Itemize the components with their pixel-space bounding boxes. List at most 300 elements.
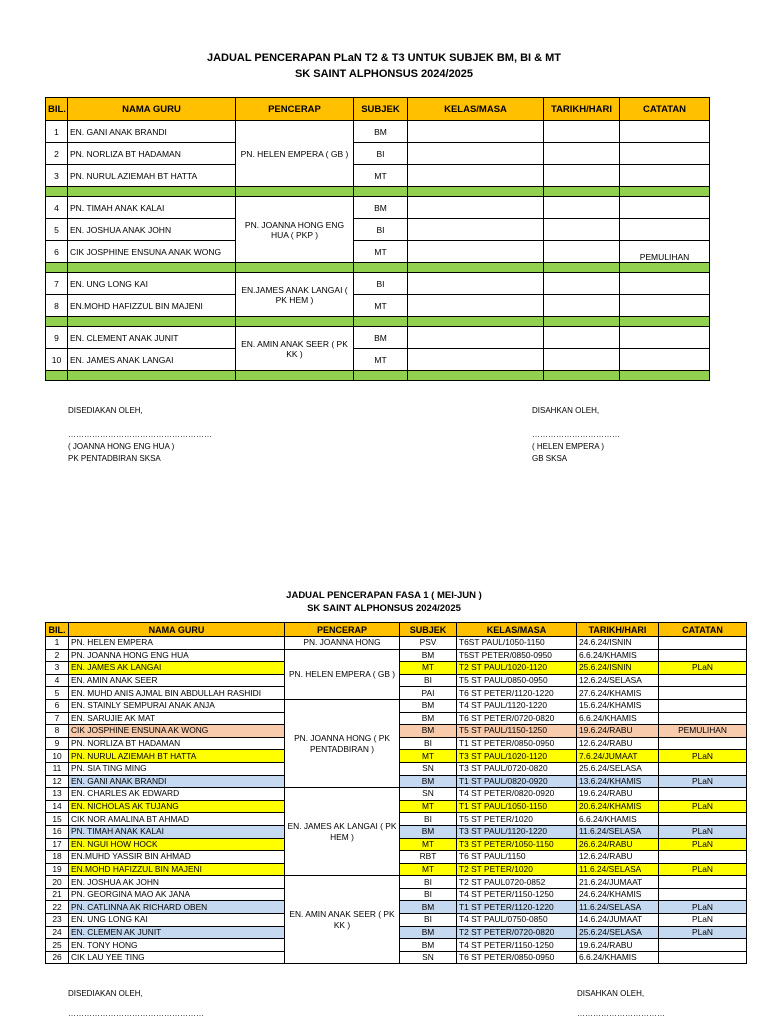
signature-line: ……………………………	[577, 1009, 665, 1018]
row-number: 8	[46, 295, 68, 317]
prepared-by-label: DISEDIAKAN OLEH,	[68, 406, 143, 415]
date-day: 11.6.24/SELASA	[577, 825, 659, 838]
subject: SN	[400, 762, 457, 775]
table-row	[46, 165, 710, 187]
date-day: 25.6.24/ISNIN	[577, 662, 659, 675]
note	[659, 888, 747, 901]
subject: MT	[354, 241, 408, 263]
column-header: PENCERAP	[285, 623, 400, 637]
date-day: 27.6.24/KHAMIS	[577, 687, 659, 700]
row-number: 2	[46, 143, 68, 165]
teacher-name: EN.MOHD HAFIZZUL BIN MAJENI	[69, 863, 285, 876]
observer-name: EN. AMIN ANAK SEER ( PK KK )	[285, 876, 400, 964]
teacher-name: EN. NICHOLAS AK TUJANG	[69, 800, 285, 813]
teacher-name: EN.MOHD HAFIZZUL BIN MAJENI	[68, 295, 236, 317]
note	[620, 143, 710, 165]
note	[659, 876, 747, 889]
note	[620, 273, 710, 295]
table-row	[46, 121, 710, 143]
date-day: 7.6.24/JUMAAT	[577, 750, 659, 763]
doc1-title: JADUAL PENCERAPAN PLaN T2 & T3 UNTUK SUBJEK BM, BI & MT	[206, 52, 562, 64]
separator-cell	[408, 187, 544, 197]
note	[620, 121, 710, 143]
class-time	[408, 143, 544, 165]
subject: BM	[400, 725, 457, 738]
date-day: 24.6.24/ISNIN	[577, 637, 659, 650]
teacher-name: EN. GANI ANAK BRANDI	[69, 775, 285, 788]
doc1-sign-left	[68, 405, 212, 465]
class-time: T6 ST PETER/0720-0820	[457, 712, 577, 725]
signature-line: ……………………………	[532, 430, 620, 439]
subject: BM	[400, 825, 457, 838]
separator-cell	[68, 187, 236, 197]
table-row	[46, 219, 710, 241]
column-header: TARIKH/HARI	[577, 623, 659, 637]
subject: BI	[400, 813, 457, 826]
subject: SN	[400, 788, 457, 801]
subject: MT	[354, 165, 408, 187]
separator-cell	[236, 263, 354, 273]
separator-cell	[68, 263, 236, 273]
class-time: T1 ST PETER/0850-0950	[457, 737, 577, 750]
class-time	[408, 121, 544, 143]
teacher-name: CIK NOR AMALINA BT AHMAD	[69, 813, 285, 826]
class-time: T4 ST PETER/1150-1250	[457, 888, 577, 901]
date-day	[544, 121, 620, 143]
note	[620, 349, 710, 371]
row-number: 22	[46, 901, 69, 914]
note	[620, 197, 710, 219]
class-time: T2 ST PAUL0720-0852	[457, 876, 577, 889]
note	[620, 219, 710, 241]
class-time: T5ST PETER/0850-0950	[457, 649, 577, 662]
note	[659, 687, 747, 700]
class-time: T4 ST PETER/1150-1250	[457, 939, 577, 952]
separator-cell	[354, 263, 408, 273]
subject: MT	[400, 800, 457, 813]
separator-cell	[46, 187, 68, 197]
note	[659, 939, 747, 952]
row-number: 26	[46, 951, 69, 964]
subject: BI	[400, 674, 457, 687]
observer-name: EN. JAMES AK LANGAI ( PK HEM )	[285, 788, 400, 876]
date-day: 12.6.24/SELASA	[577, 674, 659, 687]
note: PLaN	[659, 800, 747, 813]
table-row	[46, 241, 710, 263]
subject: BM	[400, 699, 457, 712]
note	[659, 951, 747, 964]
class-time	[408, 197, 544, 219]
row-number: 2	[46, 649, 69, 662]
row-number: 6	[46, 699, 69, 712]
teacher-name: EN. GANI ANAK BRANDI	[68, 121, 236, 143]
teacher-name: EN. SARUJIE AK MAT	[69, 712, 285, 725]
approved-by-label: DISAHKAN OLEH,	[577, 989, 645, 998]
teacher-name: EN. TONY HONG	[69, 939, 285, 952]
class-time: T2 ST PAUL/1020-1120	[457, 662, 577, 675]
separator-cell	[544, 371, 620, 381]
date-day: 12.6.24/RABU	[577, 737, 659, 750]
separator-cell	[46, 317, 68, 327]
prepared-by-label: DISEDIAKAN OLEH,	[68, 989, 143, 998]
teacher-name: PN. TIMAH ANAK KALAI	[69, 825, 285, 838]
column-header: SUBJEK	[400, 623, 457, 637]
class-time: T6 ST PAUL/1150	[457, 851, 577, 864]
row-number: 11	[46, 762, 69, 775]
doc2-sign-left	[68, 988, 204, 1020]
date-day: 19.6.24/RABU	[577, 725, 659, 738]
row-number: 9	[46, 327, 68, 349]
row-number: 6	[46, 241, 68, 263]
date-day: 24.6.24/KHAMIS	[577, 888, 659, 901]
note: PLaN	[659, 775, 747, 788]
class-time: T5 ST PAUL/0850-0950	[457, 674, 577, 687]
separator-cell	[46, 371, 68, 381]
table-row	[46, 699, 747, 712]
separator-cell	[620, 371, 710, 381]
subject: MT	[400, 838, 457, 851]
subject: MT	[400, 662, 457, 675]
row-number: 23	[46, 914, 69, 927]
row-number: 7	[46, 712, 69, 725]
signature-line: ………………………………………………	[68, 430, 212, 439]
class-time: T5 ST PAUL/1150-1250	[457, 725, 577, 738]
teacher-name: EN. JAMES AK LANGAI	[69, 662, 285, 675]
subject: BI	[400, 914, 457, 927]
date-day: 6.6.24/KHAMIS	[577, 649, 659, 662]
note: PEMULIHAN	[659, 725, 747, 738]
row-number: 1	[46, 121, 68, 143]
separator-cell	[408, 263, 544, 273]
class-time: T6 ST PETER/1120-1220	[457, 687, 577, 700]
date-day: 15.6.24/KHAMIS	[577, 699, 659, 712]
class-time: T6ST PAUL/1050-1150	[457, 637, 577, 650]
note	[659, 674, 747, 687]
teacher-name: PN. NORLIZA BT HADAMAN	[69, 737, 285, 750]
row-number: 16	[46, 825, 69, 838]
signatory-role: PK PENTADBIRAN SKSA	[68, 454, 161, 463]
date-day	[544, 349, 620, 371]
note: PLaN	[659, 662, 747, 675]
column-header: SUBJEK	[354, 98, 408, 121]
row-number: 19	[46, 863, 69, 876]
note: PLaN	[659, 901, 747, 914]
note	[659, 649, 747, 662]
date-day	[544, 197, 620, 219]
teacher-name: PN. TIMAH ANAK KALAI	[68, 197, 236, 219]
row-number: 7	[46, 273, 68, 295]
row-number: 10	[46, 750, 69, 763]
class-time	[408, 165, 544, 187]
subject: BM	[400, 649, 457, 662]
date-day	[544, 295, 620, 317]
class-time: T5 ST PETER/1020	[457, 813, 577, 826]
teacher-name: CIK JOSPHINE ENSUNA AK WONG	[69, 725, 285, 738]
table-row	[46, 295, 710, 317]
date-day	[544, 143, 620, 165]
column-header: KELAS/MASA	[457, 623, 577, 637]
separator-cell	[236, 187, 354, 197]
row-number: 24	[46, 926, 69, 939]
teacher-name: PN. HELEN EMPERA	[69, 637, 285, 650]
subject: BI	[354, 143, 408, 165]
row-number: 10	[46, 349, 68, 371]
separator-cell	[68, 317, 236, 327]
class-time	[408, 219, 544, 241]
date-day	[544, 219, 620, 241]
subject: PSV	[400, 637, 457, 650]
date-day: 11.6.24/SELASA	[577, 901, 659, 914]
subject: BI	[400, 737, 457, 750]
separator-cell	[544, 317, 620, 327]
class-time: T3 ST PAUL/1120-1220	[457, 825, 577, 838]
teacher-name: CIK LAU YEE TING	[69, 951, 285, 964]
row-number: 18	[46, 851, 69, 864]
teacher-name: PN. NURUL AZIEMAH BT HATTA	[69, 750, 285, 763]
note	[659, 637, 747, 650]
teacher-name: EN. CHARLES AK EDWARD	[69, 788, 285, 801]
subject: RBT	[400, 851, 457, 864]
teacher-name: PN. JOANNA HONG ENG HUA	[69, 649, 285, 662]
note	[659, 762, 747, 775]
class-time: T4 ST PAUL/0750-0850	[457, 914, 577, 927]
date-day: 6.6.24/KHAMIS	[577, 951, 659, 964]
column-header: CATATAN	[620, 98, 710, 121]
observer-name: PN. HELEN EMPERA ( GB )	[285, 649, 400, 699]
note: PLaN	[659, 838, 747, 851]
date-day: 11.6.24/SELASA	[577, 863, 659, 876]
column-header: NAMA GURU	[69, 623, 285, 637]
teacher-name: PN. CATLINNA AK RICHARD OBEN	[69, 901, 285, 914]
subject: MT	[354, 295, 408, 317]
date-day: 14.6.24/JUMAAT	[577, 914, 659, 927]
group-separator	[46, 263, 710, 273]
observer-name: EN.JAMES ANAK LANGAI ( PK HEM )	[236, 273, 354, 317]
column-header: BIL.	[46, 98, 68, 121]
separator-cell	[236, 371, 354, 381]
class-time: T6 ST PETER/0850-0950	[457, 951, 577, 964]
class-time: T1 ST PAUL/0820-0920	[457, 775, 577, 788]
observer-name: PN. JOANNA HONG	[285, 637, 400, 650]
separator-cell	[354, 187, 408, 197]
subject: BM	[400, 901, 457, 914]
table-row	[46, 637, 747, 650]
observer-name: PN. HELEN EMPERA ( GB )	[236, 121, 354, 187]
date-day	[544, 241, 620, 263]
separator-cell	[620, 187, 710, 197]
row-number: 8	[46, 725, 69, 738]
table-row	[46, 876, 747, 889]
note: PLaN	[659, 914, 747, 927]
observer-name: PN. JOANNA HONG ENG HUA ( PKP )	[236, 197, 354, 263]
doc1-subtitle: SK SAINT ALPHONSUS 2024/2025	[294, 68, 474, 80]
separator-cell	[354, 371, 408, 381]
row-number: 14	[46, 800, 69, 813]
table-row	[46, 788, 747, 801]
class-time	[408, 349, 544, 371]
teacher-name: EN. JOSHUA ANAK JOHN	[68, 219, 236, 241]
doc2-subtitle: SK SAINT ALPHONSUS 2024/2025	[307, 603, 461, 614]
note	[659, 699, 747, 712]
class-time: T3 ST PETER/1050-1150	[457, 838, 577, 851]
table-row	[46, 327, 710, 349]
subject: BI	[354, 219, 408, 241]
row-number: 1	[46, 637, 69, 650]
doc1-sign-right	[532, 405, 620, 465]
table-row	[46, 349, 710, 371]
subject: MT	[400, 750, 457, 763]
column-header: PENCERAP	[236, 98, 354, 121]
teacher-name: PN. SIA TING MING	[69, 762, 285, 775]
teacher-name: EN. JAMES ANAK LANGAI	[68, 349, 236, 371]
subject: BM	[400, 712, 457, 725]
group-separator	[46, 187, 710, 197]
teacher-name: EN.MUHD YASSIR BIN AHMAD	[69, 851, 285, 864]
separator-cell	[236, 317, 354, 327]
class-time: T2 ST PETER/0720-0820	[457, 926, 577, 939]
teacher-name: PN. NORLIZA BT HADAMAN	[68, 143, 236, 165]
row-number: 12	[46, 775, 69, 788]
date-day: 19.6.24/RABU	[577, 788, 659, 801]
column-header: KELAS/MASA	[408, 98, 544, 121]
subject: PAI	[400, 687, 457, 700]
doc2-title: JADUAL PENCERAPAN FASA 1 ( MEI-JUN )	[286, 590, 482, 601]
separator-cell	[46, 263, 68, 273]
row-number: 5	[46, 219, 68, 241]
teacher-name: PN. GEORGINA MAO AK JANA	[69, 888, 285, 901]
class-time: T3 ST PAUL/0720-0820	[457, 762, 577, 775]
class-time	[408, 295, 544, 317]
date-day: 26.6.24/RABU	[577, 838, 659, 851]
date-day: 25.6.24/SELASA	[577, 926, 659, 939]
date-day: 12.6.24/RABU	[577, 851, 659, 864]
date-day: 25.6.24/SELASA	[577, 762, 659, 775]
teacher-name: EN. UNG LONG KAI	[68, 273, 236, 295]
date-day: 19.6.24/RABU	[577, 939, 659, 952]
subject: MT	[400, 863, 457, 876]
separator-cell	[544, 187, 620, 197]
separator-cell	[544, 263, 620, 273]
row-number: 3	[46, 165, 68, 187]
note: PLaN	[659, 750, 747, 763]
teacher-name: EN. MUHD ANIS AJMAL BIN ABDULLAH RASHIDI	[69, 687, 285, 700]
row-number: 4	[46, 197, 68, 219]
date-day	[544, 327, 620, 349]
note	[620, 295, 710, 317]
note	[659, 813, 747, 826]
separator-cell	[68, 371, 236, 381]
signatory-role: GB SKSA	[532, 454, 568, 463]
teacher-name: PN. NURUL AZIEMAH BT HATTA	[68, 165, 236, 187]
date-day	[544, 273, 620, 295]
row-number: 5	[46, 687, 69, 700]
row-number: 4	[46, 674, 69, 687]
row-number: 9	[46, 737, 69, 750]
subject: BM	[400, 775, 457, 788]
subject: BM	[400, 926, 457, 939]
date-day: 6.6.24/KHAMIS	[577, 813, 659, 826]
column-header: TARIKH/HARI	[544, 98, 620, 121]
date-day	[544, 165, 620, 187]
subject: MT	[354, 349, 408, 371]
column-header: NAMA GURU	[68, 98, 236, 121]
row-number: 25	[46, 939, 69, 952]
subject: BM	[354, 197, 408, 219]
note: PEMULIHAN	[620, 241, 710, 263]
subject: SN	[400, 951, 457, 964]
teacher-name: CIK JOSPHINE ENSUNA ANAK WONG	[68, 241, 236, 263]
note	[620, 165, 710, 187]
note: PLaN	[659, 926, 747, 939]
row-number: 17	[46, 838, 69, 851]
subject: BM	[400, 939, 457, 952]
class-time	[408, 327, 544, 349]
subject: BM	[354, 121, 408, 143]
doc1-table	[45, 97, 710, 381]
row-number: 13	[46, 788, 69, 801]
class-time	[408, 273, 544, 295]
separator-cell	[620, 317, 710, 327]
date-day: 21.6.24/JUMAAT	[577, 876, 659, 889]
teacher-name: EN. UNG LONG KAI	[69, 914, 285, 927]
signature-line: ……………………………………………	[68, 1009, 204, 1018]
table-row	[46, 143, 710, 165]
separator-cell	[408, 371, 544, 381]
note	[620, 327, 710, 349]
class-time: T4 ST PAUL/1120-1220	[457, 699, 577, 712]
class-time	[408, 241, 544, 263]
subject: BM	[354, 327, 408, 349]
note	[659, 712, 747, 725]
signatory-name: ( HELEN EMPERA )	[532, 442, 605, 451]
date-day: 20.6.24/KHAMIS	[577, 800, 659, 813]
doc2-sign-right	[577, 988, 665, 1020]
note	[659, 851, 747, 864]
observer-name: EN. AMIN ANAK SEER ( PK KK )	[236, 327, 354, 371]
column-header: BIL.	[46, 623, 69, 637]
signatory-name: ( JOANNA HONG ENG HUA )	[68, 442, 175, 451]
date-day: 6.6.24/KHAMIS	[577, 712, 659, 725]
subject: BI	[354, 273, 408, 295]
subject: BI	[400, 888, 457, 901]
note: PLaN	[659, 863, 747, 876]
teacher-name: EN. JOSHUA AK JOHN	[69, 876, 285, 889]
teacher-name: EN. NGUI HOW HOCK	[69, 838, 285, 851]
teacher-name: EN. STAINLY SEMPURAI ANAK ANJA	[69, 699, 285, 712]
teacher-name: EN. CLEMEN AK JUNIT	[69, 926, 285, 939]
row-number: 3	[46, 662, 69, 675]
separator-cell	[620, 263, 710, 273]
table-row	[46, 649, 747, 662]
teacher-name: EN. CLEMENT ANAK JUNIT	[68, 327, 236, 349]
note	[659, 788, 747, 801]
class-time: T1 ST PAUL/1050-1150	[457, 800, 577, 813]
table-row	[46, 197, 710, 219]
separator-cell	[408, 317, 544, 327]
class-time: T1 ST PETER/1120-1220	[457, 901, 577, 914]
table-row	[46, 273, 710, 295]
observer-name: PN. JOANNA HONG ( PK PENTADBIRAN )	[285, 699, 400, 787]
approved-by-label: DISAHKAN OLEH,	[532, 406, 600, 415]
note: PLaN	[659, 825, 747, 838]
date-day: 13.6.24/KHAMIS	[577, 775, 659, 788]
column-header: CATATAN	[659, 623, 747, 637]
doc2-table	[45, 622, 747, 964]
class-time: T2 ST PETER/1020	[457, 863, 577, 876]
row-number: 21	[46, 888, 69, 901]
separator-cell	[354, 317, 408, 327]
class-time: T3 ST PAUL/1020-1120	[457, 750, 577, 763]
